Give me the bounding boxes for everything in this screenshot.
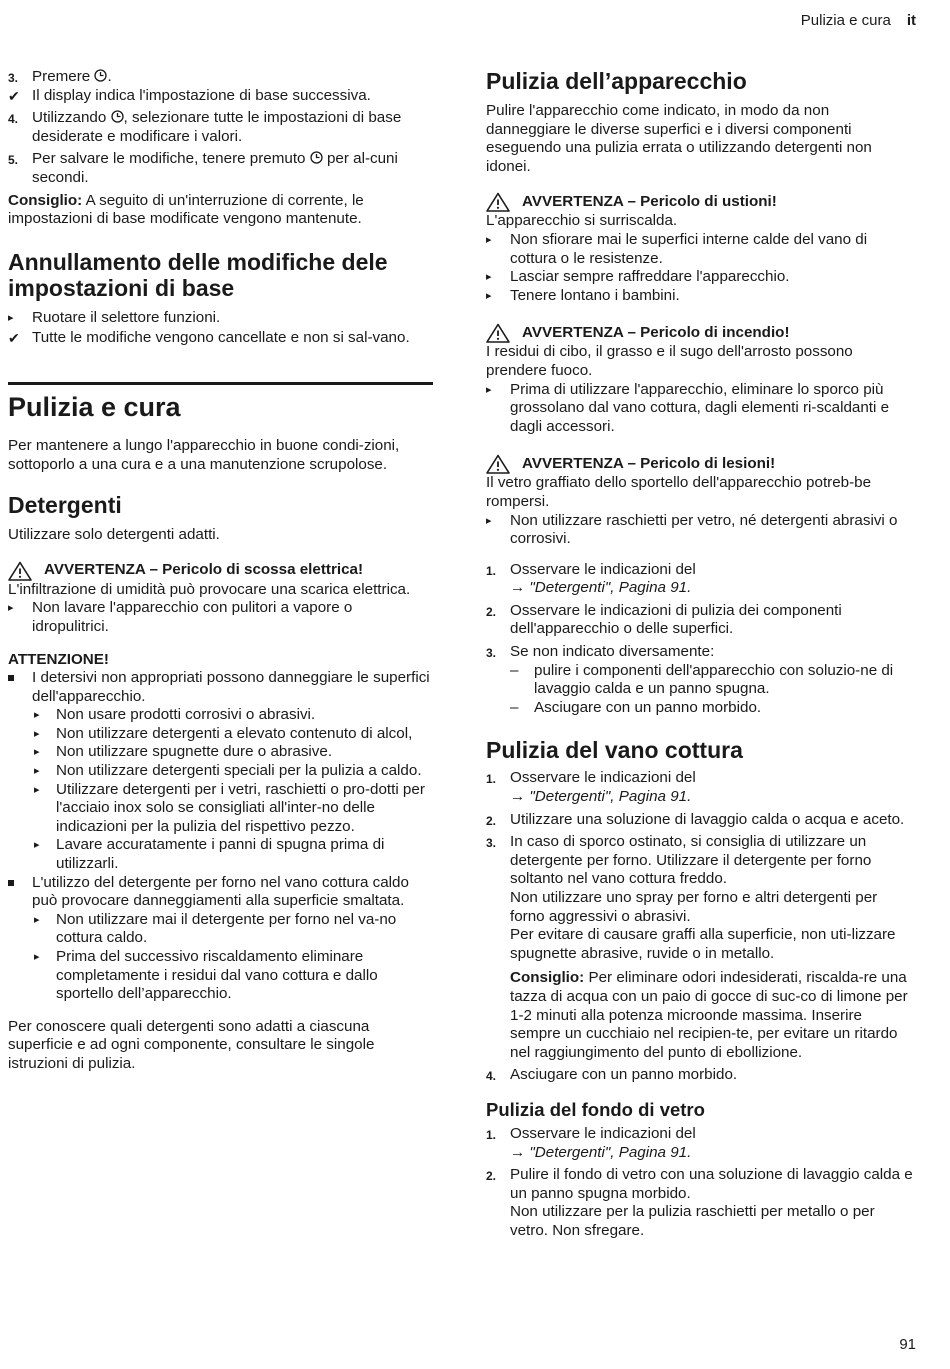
step-text-end: , selezionare tutte le impostazioni di base desiderate e modificare i valori.: [32, 109, 402, 145]
checkmark-icon: ✔: [8, 330, 20, 347]
page-reference-link[interactable]: → "Detergenti", Pagina 91.: [510, 1143, 692, 1161]
step-number: 5.: [8, 153, 19, 168]
attention-text: L'utilizzo del detergente per forno nel vano cottura caldo può provocare danneggiamenti alla superficie smaltata.: [32, 873, 409, 910]
tip-label: Consiglio:: [8, 191, 83, 209]
sub-text: Non utilizzare detergenti speciali per la pulizia a caldo.: [56, 762, 422, 780]
triangle-bullet-icon: ▸: [34, 765, 40, 778]
dash-bullet-icon: –: [510, 698, 519, 716]
warning-icon: [486, 454, 510, 474]
result-text: Il display indica l'impostazione di base successiva.: [32, 86, 371, 104]
step-3: [8, 68, 433, 87]
page-reference-link[interactable]: → "Detergenti", Pagina 91.: [510, 579, 692, 597]
warning-text: I residui di cibo, il grasso e il sugo dell'arrosto possono prendere fuoco.: [486, 343, 853, 379]
warning-bullet: [486, 381, 916, 437]
warning-bullet: [486, 512, 916, 549]
bullet-text: Non utilizzare raschietti per vetro, né detergenti abrasivi o corrosivi.: [510, 511, 898, 548]
bullet-text: Ruotare il selettore funzioni.: [32, 308, 221, 326]
warning-title-text: AVVERTENZA – Pericolo di scossa elettrica!: [44, 561, 364, 579]
warning-icon: [8, 561, 32, 581]
step-number: 2.: [486, 813, 497, 828]
step-text: Non utilizzare per la pulizia raschietti per metallo o per vetro. Non sfregare.: [510, 1203, 875, 1239]
step-text: Premere: [32, 68, 95, 85]
heading-pulizia-apparecchio: Pulizia dell’apparecchio: [486, 68, 747, 94]
sub-text: Non usare prodotti corrosivi o abrasivi.: [56, 706, 316, 724]
triangle-bullet-icon: ▸: [8, 311, 14, 324]
dash-text: Asciugare con un panno morbido.: [534, 698, 762, 716]
step-5: [8, 150, 433, 187]
step-text-end: .: [107, 68, 112, 85]
step-text: Osservare le indicazioni di pulizia dei componenti dell'apparecchio o delle superfici.: [510, 601, 842, 638]
step-3: [486, 833, 916, 1062]
step-text: Non utilizzare uno spray per forno e altri detergenti per forno aggressivi o abrasivi.: [510, 889, 878, 925]
heading-pulizia-e-cura: Pulizia e cura: [8, 391, 181, 422]
step-text: Osservare le indicazioni del: [510, 1124, 696, 1142]
step-text: Per salvare le modifiche, tenere premuto: [32, 150, 310, 168]
triangle-bullet-icon: ▸: [486, 514, 492, 527]
left-column: [8, 68, 433, 1074]
tip: [8, 192, 433, 229]
attention-sub-1: [8, 706, 433, 725]
header-lang: it: [906, 12, 916, 29]
apparecchio-intro: Pulire l'apparecchio come indicato, in modo da non danneggiare le diverse superfici e i diversi componenti eseguendo una pulizia errata o utilizzando detergenti non idonei.: [486, 102, 872, 175]
step-4: [486, 1066, 916, 1085]
sub-text: Non utilizzare spugnette dure o abrasive.: [56, 743, 333, 761]
attention-sub-3: [8, 743, 433, 762]
warning-title: [486, 192, 916, 212]
sub-text: Utilizzare detergenti per i vetri, raschietti o pro-dotti per l'acciaio inox solo se consigliati all'inter-no delle indicazioni per la pulizia del rispettivo pezzo.: [56, 780, 425, 835]
tip-label: Consiglio:: [510, 969, 585, 987]
step-number: 4.: [8, 112, 19, 127]
right-column: [486, 68, 916, 1241]
warning-bullet: [486, 287, 916, 306]
detergenti-intro: Utilizzare solo detergenti adatti.: [8, 526, 220, 544]
triangle-bullet-icon: ▸: [34, 951, 40, 963]
bullet-text: Non lavare l'apparecchio con pulitori a vapore o idropulitrici.: [32, 599, 353, 635]
header-section: Pulizia e cura: [800, 12, 891, 29]
checkmark-icon: ✔: [8, 87, 20, 104]
step-number: 3.: [8, 71, 19, 85]
bullet-text: Prima di utilizzare l'apparecchio, eliminare lo sporco più grossolano dal vano cottura, dagli elementi ri-scaldanti e dagli accessori.: [510, 380, 890, 435]
step-number: 1.: [486, 1127, 497, 1142]
step-1: [486, 561, 916, 598]
triangle-bullet-icon: ▸: [486, 271, 492, 284]
step-text: Per evitare di causare graffi alla superficie, non uti-lizzare spugnette abrasive, ruvide o in metallo.: [510, 926, 896, 962]
triangle-bullet-icon: ▸: [34, 783, 40, 796]
triangle-bullet-icon: ▸: [34, 839, 40, 852]
detergenti-outro: Per conoscere quali detergenti sono adatti a ciascuna superficie e ad ogni componente, consultare le singole istruzioni di pulizia.: [8, 1017, 375, 1072]
triangle-bullet-icon: ▸: [34, 727, 40, 740]
section-divider: [8, 382, 433, 385]
triangle-bullet-icon: ▸: [34, 746, 40, 759]
attention-title: ATTENZIONE!: [8, 650, 109, 668]
square-bullet-icon: [8, 675, 14, 681]
attention-sub-2: [8, 725, 433, 744]
warning-title: [486, 454, 916, 474]
triangle-bullet-icon: ▸: [486, 289, 492, 302]
step-2: [486, 602, 916, 639]
attention-item-1: [8, 669, 433, 706]
step-2: [486, 811, 916, 830]
step-text: Se non indicato diversamente:: [510, 643, 715, 661]
step-2: [486, 1166, 916, 1240]
heading-fondo-vetro: Pulizia del fondo di vetro: [486, 1098, 705, 1120]
tip-text: Per eliminare odori indesiderati, riscalda-re una tazza di acqua con un paio di gocce di suc-co di limone per 1-2 minuti alla potenza microonde massima. Inserire sempre un cucchiaio nel recipien-te, per evitare un ritardo nel raggiungimento del punto di ebollizione.: [510, 969, 908, 1061]
dash-bullet-icon: –: [510, 661, 519, 679]
bullet-text: Non sfiorare mai le superfici interne calde del vano di cottura o le resistenze.: [510, 230, 868, 267]
page-number: 91: [899, 1336, 916, 1354]
triangle-bullet-icon: ▸: [8, 602, 14, 615]
warning-text: Il vetro graffiato dello sportello dell'apparecchio potreb-be rompersi.: [486, 474, 872, 510]
warning-title-text: AVVERTENZA – Pericolo di incendio!: [522, 324, 790, 342]
attention-sub-4: [8, 762, 433, 781]
sub-text: Non utilizzare detergenti a elevato contenuto di alcol,: [56, 724, 413, 742]
warning-icon: [486, 323, 510, 343]
attention-sub-7: [8, 911, 433, 948]
step-1: [486, 769, 916, 806]
warning-bullet: [8, 599, 433, 636]
sub-text: Lavare accuratamente i panni di spugna prima di utilizzarli.: [56, 836, 385, 873]
step-text: Osservare le indicazioni del: [510, 560, 696, 578]
dash-item: [486, 699, 916, 718]
step-number: 3.: [486, 836, 497, 851]
page-reference-link[interactable]: → "Detergenti", Pagina 91.: [510, 788, 692, 806]
attention-item-2: [8, 874, 433, 911]
warning-title-text: AVVERTENZA – Pericolo di lesioni!: [522, 455, 776, 473]
step-3: [486, 643, 916, 662]
pulizia-intro: Per mantenere a lungo l'apparecchio in buone condi-zioni, sottoporlo a una cura e a una manutenzione scrupolose.: [8, 436, 400, 473]
tip: [510, 969, 916, 1062]
attention-sub-6: [8, 836, 433, 873]
warning-bullet: [486, 231, 916, 268]
step-number: 1.: [486, 563, 497, 578]
step-number: 2.: [486, 1169, 497, 1184]
triangle-bullet-icon: ▸: [34, 913, 40, 926]
attention-sub-5: [8, 781, 433, 837]
step-text: Utilizzando: [32, 109, 111, 127]
step-4: [8, 109, 433, 146]
warning-title: [486, 323, 916, 343]
sub-text: Prima del successivo riscaldamento eliminare completamente i residui dal vano cottura e dallo sportello dell’apparecchio.: [56, 948, 378, 1003]
step-number: 2.: [486, 604, 497, 619]
clock-icon: [310, 151, 323, 164]
heading-annullamento: Annullamento delle modifiche dele impostazioni di base: [8, 248, 388, 301]
result-1: [8, 87, 433, 106]
result-text: Tutte le modifiche vengono cancellate e non si sal-vano.: [32, 329, 410, 347]
triangle-bullet-icon: ▸: [486, 383, 492, 396]
step-text: In caso di sporco ostinato, si consiglia di utilizzare un detergente per forno. Utilizzare il detergente per forno soltanto nel vano cottura freddo.: [510, 833, 872, 888]
clock-icon: [94, 69, 107, 82]
sub-text: Non utilizzare mai il detergente per forno nel va-no cottura caldo.: [56, 910, 397, 947]
page-header: [801, 12, 916, 31]
tip-text: A seguito di un'interruzione di corrente, le impostazioni di base modificate vengono mantenute.: [8, 191, 364, 228]
warning-icon: [486, 192, 510, 212]
step-number: 3.: [486, 646, 497, 661]
step-text: Osservare le indicazioni del: [510, 769, 696, 787]
step-number: 4.: [486, 1069, 497, 1084]
annull-step: [8, 309, 433, 328]
triangle-bullet-icon: ▸: [486, 233, 492, 246]
heading-vano-cottura: Pulizia del vano cottura: [486, 737, 743, 764]
step-text: Utilizzare una soluzione di lavaggio calda o acqua e aceto.: [510, 810, 905, 828]
square-bullet-icon: [8, 880, 14, 886]
warning-bullet: [486, 268, 916, 287]
step-text-end: per al-cuni secondi.: [32, 150, 398, 186]
attention-text: I detersivi non appropriati possono danneggiare le superfici dell'apparecchio.: [32, 669, 430, 705]
annull-result: [8, 329, 433, 348]
attention-sub-8: [8, 948, 433, 1004]
step-number: 1.: [486, 772, 497, 787]
bullet-text: Lasciar sempre raffreddare l'apparecchio.: [510, 268, 790, 286]
warning-title: [8, 561, 433, 581]
step-text: Pulire il fondo di vetro con una soluzione di lavaggio calda e un panno spugna morbido.: [510, 1166, 913, 1202]
warning-text: L'apparecchio si surriscalda.: [486, 212, 678, 230]
warning-title-text: AVVERTENZA – Pericolo di ustioni!: [522, 193, 777, 211]
triangle-bullet-icon: ▸: [34, 709, 40, 722]
warning-text: L'infiltrazione di umidità può provocare una scarica elettrica.: [8, 580, 411, 598]
dash-text: pulire i componenti dell'apparecchio con soluzio-ne di lavaggio calda e un panno spugna.: [534, 661, 894, 698]
clock-icon: [111, 110, 124, 123]
step-text: Asciugare con un panno morbido.: [510, 1066, 738, 1084]
bullet-text: Tenere lontano i bambini.: [510, 286, 680, 304]
step-1: [486, 1125, 916, 1162]
heading-detergenti: Detergenti: [8, 492, 122, 519]
dash-item: [486, 662, 916, 699]
